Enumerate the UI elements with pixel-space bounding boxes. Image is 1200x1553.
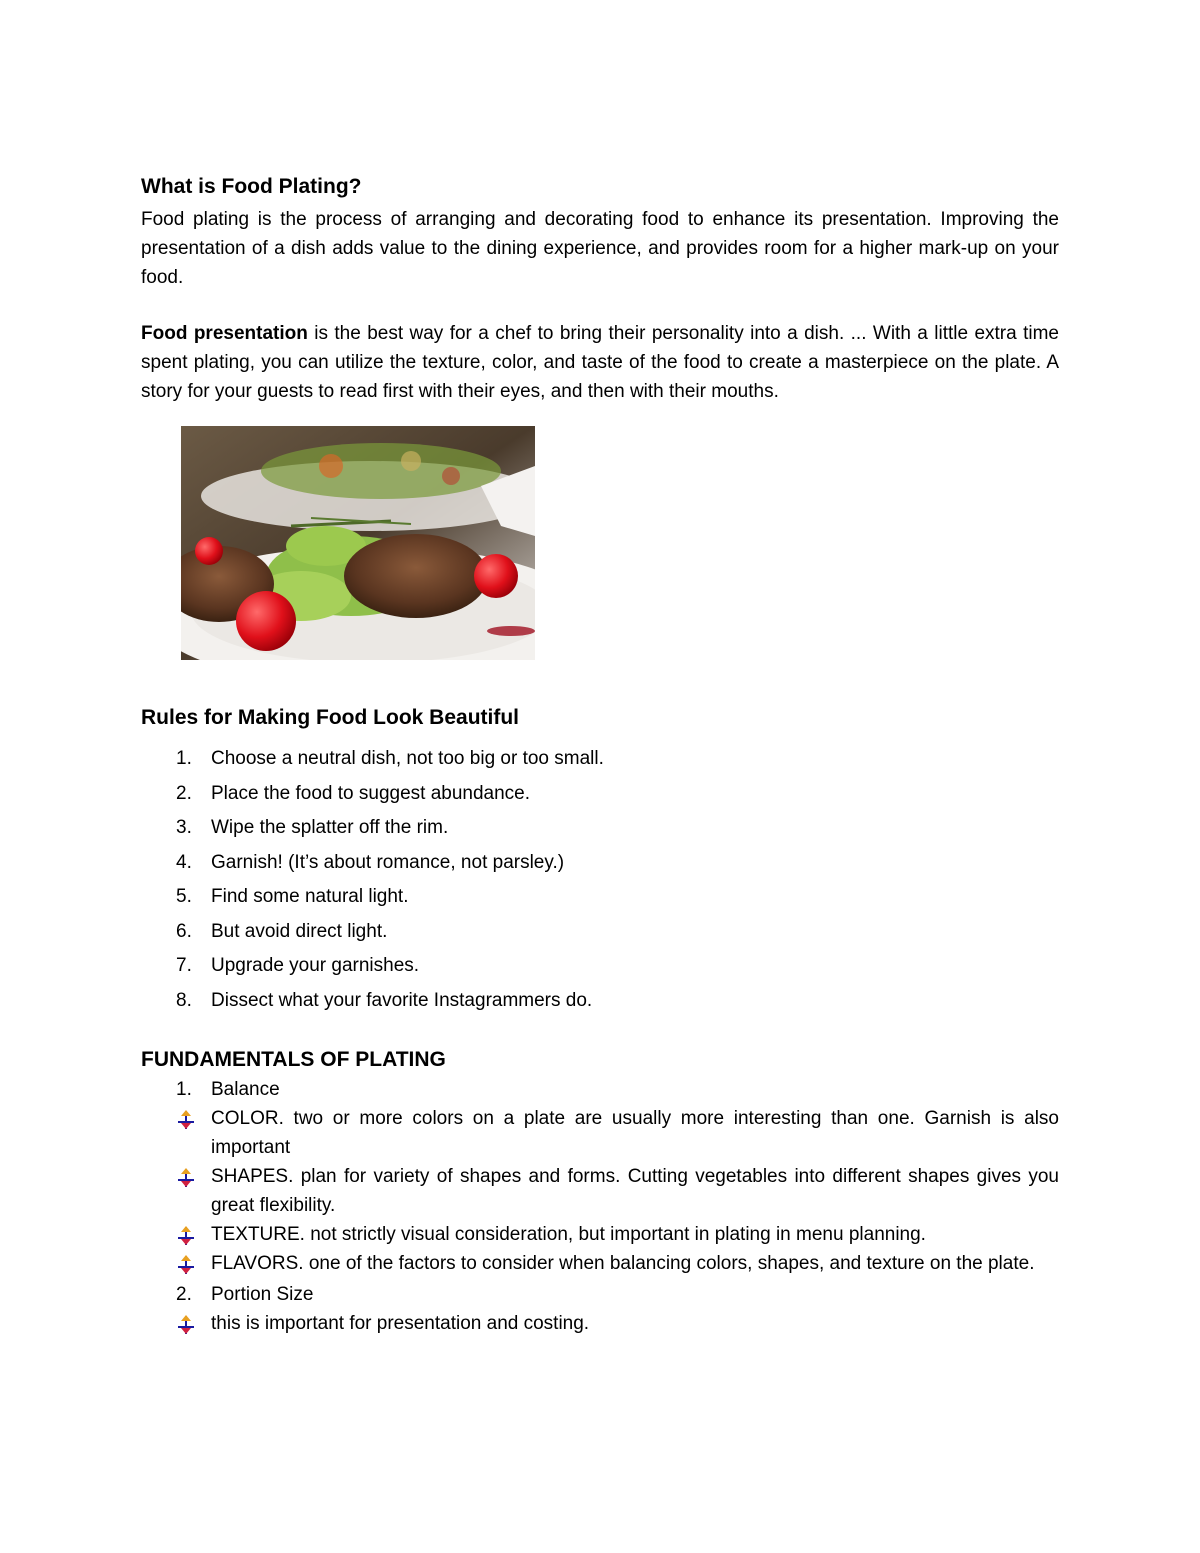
list-text: Dissect what your favorite Instagrammers do. [211, 989, 593, 1011]
list-item [141, 747, 1059, 771]
paragraph-presentation [141, 319, 1059, 406]
list-number: 4. [176, 851, 192, 873]
list-number: 5. [176, 886, 192, 907]
list-text: Upgrade your garnishes. [211, 955, 420, 976]
arrow-cross-bullet-icon [175, 1109, 197, 1131]
list-item [141, 1280, 1059, 1309]
list-text: TEXTURE. not strictly visual consideration, but important in plating in menu planning. [211, 1223, 926, 1245]
list-text: this is important for presentation and costing. [211, 1312, 590, 1334]
heading-what-is-food-plating: What is Food Plating? [141, 175, 362, 198]
list-item [141, 1249, 1059, 1278]
list-item [141, 1104, 1059, 1162]
bold-term: Food presentation [141, 323, 308, 344]
list-text: Garnish! (It’s about romance, not parsley.) [211, 851, 565, 873]
paragraph-definition: Food plating is the process of arranging and decorating food to enhance its presentation. Improving the presentation of a dish adds value to the dining experience, and provides room for a higher mark-up on your food. [141, 209, 1059, 288]
heading-rules: Rules for Making Food Look Beautiful [141, 706, 519, 729]
list-number: 7. [176, 955, 192, 976]
arrow-cross-bullet-icon [175, 1314, 197, 1336]
list-item [141, 1309, 1059, 1338]
list-item [141, 1075, 1059, 1104]
list-text: Choose a neutral dish, not too big or too small. [211, 748, 604, 769]
list-text: Wipe the splatter off the rim. [211, 817, 449, 838]
list-item [141, 851, 1059, 875]
list-item [141, 989, 1059, 1013]
list-number: 2. [176, 782, 192, 804]
list-text: SHAPES. plan for variety of shapes and forms. Cutting vegetables into different shapes gives you great flexibility. [211, 1165, 1059, 1216]
rules-list [141, 747, 1059, 1013]
list-item [141, 920, 1059, 944]
list-item [141, 885, 1059, 909]
list-text: Place the food to suggest abundance. [211, 782, 531, 804]
list-number: 8. [176, 989, 192, 1011]
list-number: 3. [176, 817, 192, 838]
list-text: Find some natural light. [211, 886, 409, 907]
heading-fundamentals: FUNDAMENTALS OF PLATING [141, 1047, 446, 1071]
list-text: But avoid direct light. [211, 920, 388, 942]
list-number: 1. [176, 1078, 192, 1100]
list-item [141, 1162, 1059, 1220]
arrow-cross-bullet-icon [175, 1167, 197, 1189]
list-item [141, 782, 1059, 806]
arrow-cross-bullet-icon [175, 1225, 197, 1247]
arrow-cross-bullet-icon [175, 1254, 197, 1276]
list-item [141, 954, 1059, 978]
list-number: 6. [176, 920, 192, 942]
list-text: FLAVORS. one of the factors to consider when balancing colors, shapes, and texture on the plate. [211, 1252, 1035, 1274]
fundamentals-list [141, 1075, 1059, 1338]
paragraph-presentation-text: is the best way for a chef to bring their personality into a dish. ... With a little extra time spent plating, you can utilize the texture, color, and taste of the food to create a masterpiece on the plate. A story for your guests to read first with their eyes, and then with their mouths. [141, 323, 1059, 402]
list-item [141, 1220, 1059, 1249]
list-item [141, 816, 1059, 840]
list-text: Portion Size [211, 1283, 314, 1305]
list-number: 2. [176, 1283, 192, 1305]
document-page [141, 172, 1059, 1338]
list-number: 1. [176, 748, 192, 769]
list-text: Balance [211, 1078, 280, 1100]
list-text: COLOR. two or more colors on a plate are usually more interesting than one. Garnish is also important [211, 1107, 1059, 1158]
plated-steak-salad-photo [181, 426, 535, 660]
